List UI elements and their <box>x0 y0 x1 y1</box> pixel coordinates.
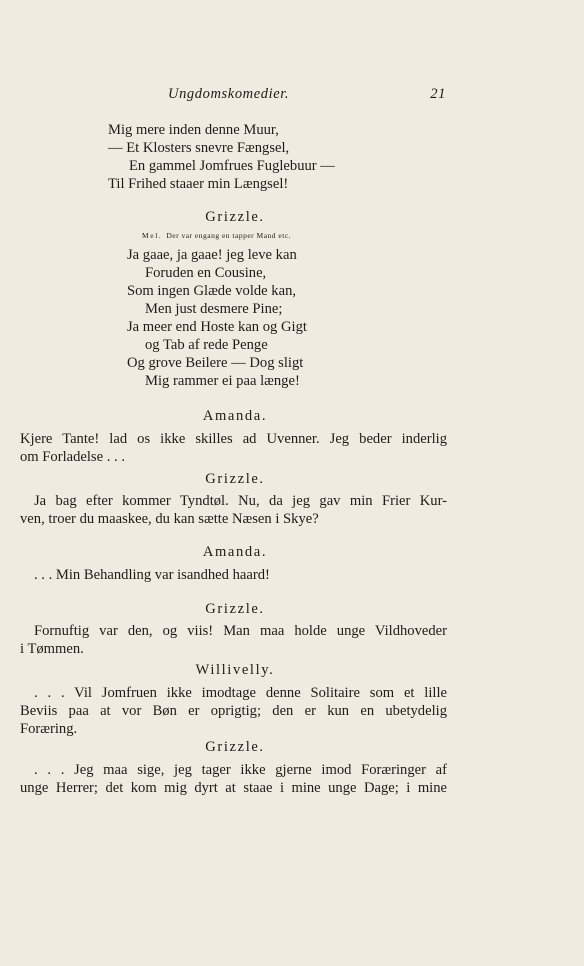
verse-line: Foruden en Cousine, <box>145 265 267 281</box>
dialogue-paragraph <box>20 430 447 466</box>
running-title: Ungdomskomedier. <box>168 86 290 102</box>
verse-line: Mig mere inden denne Muur, <box>108 122 279 138</box>
dialogue-paragraph <box>20 566 447 584</box>
verse-line: og Tab af rede Penge <box>145 337 268 353</box>
dialogue-line: . . . Jeg maa sige, jeg tager ikke gjerne imod Foræringer af <box>34 762 447 778</box>
dialogue-line: ven, troer du maaskee, du kan sætte Næsen i Skye? <box>20 511 319 527</box>
speaker-name: Amanda. <box>202 544 268 560</box>
dialogue-line: Ja bag efter kommer Tyndtøl. Nu, da jeg gav min Frier Kur- <box>34 493 447 509</box>
speaker-name: Grizzle. <box>205 739 265 755</box>
dialogue-line: i Tømmen. <box>20 641 84 657</box>
dialogue-line: . . . Min Behandling var isandhed haard! <box>34 567 270 583</box>
verse-line: Ja meer end Hoste kan og Gigt <box>127 319 307 335</box>
dialogue-paragraph <box>20 492 447 528</box>
dialogue-paragraph <box>20 622 447 658</box>
dialogue-line: Kjere Tante! lad os ikke skilles ad Uvenner. Jeg beder inderlig <box>20 431 447 447</box>
melody-text: Der var engang en tapper Mand etc. <box>166 231 292 240</box>
verse-line: En gammel Jomfrues Fuglebuur — <box>129 158 335 174</box>
verse-line: — Et Klosters snevre Fængsel, <box>108 140 290 156</box>
verse-line: Men just desmere Pine; <box>145 301 283 317</box>
dialogue-paragraph <box>20 684 447 738</box>
dialogue-line: Fornuftig var den, og viis! Man maa holde unge Vildhoveder <box>34 623 447 639</box>
verse-line: Til Frihed staaer min Længsel! <box>108 176 289 192</box>
page-number: 21 <box>430 86 446 102</box>
verse-line: Som ingen Glæde volde kan, <box>127 283 297 299</box>
speaker-name: Amanda. <box>202 408 268 424</box>
speaker-name: Grizzle. <box>205 209 265 225</box>
verse-line: Ja gaae, ja gaae! jeg leve kan <box>127 247 297 263</box>
verse-line: Mig rammer ei paa længe! <box>145 373 300 389</box>
dialogue-line: Foræring. <box>20 721 78 737</box>
melody-note <box>142 231 291 240</box>
dialogue-paragraph <box>20 761 447 797</box>
dialogue-line: om Forladelse . . . <box>20 449 125 465</box>
dialogue-line: Beviis paa at vor Bøn er oprigtig; den er kun en ubetydelig <box>20 703 447 719</box>
melody-label: Mel. <box>142 231 163 240</box>
dialogue-line: unge Herrer; det kom mig dyrt at staae i mine unge Dage; i mine <box>20 780 447 796</box>
running-header <box>168 86 448 106</box>
speaker-name: Grizzle. <box>205 601 265 617</box>
dialogue-line: . . . Vil Jomfruen ikke imodtage denne Solitaire som et lille <box>34 685 447 701</box>
speaker-name: Willivelly. <box>195 662 275 678</box>
speaker-name: Grizzle. <box>205 471 265 487</box>
verse-line: Og grove Beilere — Dog sligt <box>127 355 304 371</box>
